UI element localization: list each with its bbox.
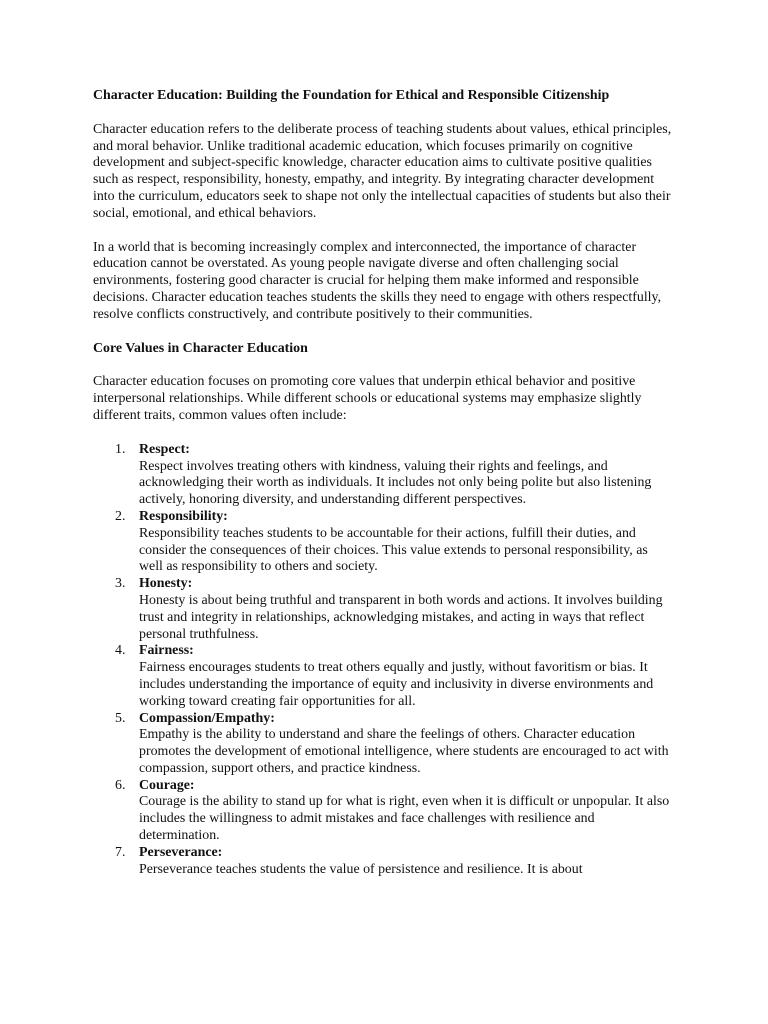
list-item-number: 2.	[115, 508, 126, 524]
intro-paragraph: In a world that is becoming increasingly complex and interconnected, the importance of character education cannot be overstated. As young people navigate diverse and often challenging social environments, fostering good character is crucial for helping them make informed and responsible decisions. Character education teaches students the skills they need to engage with others respectfully, resolve conflicts constructively, and contribute positively to their communities.	[93, 239, 662, 322]
list-item-description: Courage is the ability to stand up for what is right, even when it is difficult or unpopular. It also includes the willingness to admit mistakes and face challenges with resilience and determination.	[139, 794, 670, 844]
list-item-description: Respect involves treating others with kindness, valuing their rights and feelings, and acknowledging their worth as individuals. It includes not only being polite but also listening actively, honoring diversity, and understanding different perspectives.	[139, 458, 652, 508]
list-item-description: Perseverance teaches students the value of persistence and resilience. It is about	[139, 861, 583, 877]
list-item	[93, 643, 673, 710]
list-item-number: 7.	[115, 844, 126, 860]
document-page	[93, 88, 673, 878]
list-item-number: 1.	[115, 441, 126, 457]
list-item-title: Perseverance:	[139, 844, 223, 860]
core-values-list	[93, 442, 673, 879]
intro-paragraph: Character education refers to the deliberate process of teaching students about values, ethical principles, and moral behavior. Unlike traditional academic education, which focuses primarily on cognitive development and subject-specific knowledge, character education aims to cultivate positive qualities such as respect, responsibility, honesty, empathy, and integrity. By integrating character development into the curriculum, educators seek to shape not only the intellectual capacities of students but also their social, emotional, and ethical behaviors.	[93, 121, 672, 221]
list-item	[93, 845, 673, 879]
section-heading: Core Values in Character Education	[93, 340, 308, 356]
list-item	[93, 778, 673, 845]
list-item-number: 4.	[115, 643, 126, 659]
list-item	[93, 442, 673, 509]
list-item-description: Responsibility teaches students to be accountable for their actions, fulfill their duties, and consider the consequences of their choices. This value extends to personal responsibility, as well as responsibility to others and society.	[139, 525, 648, 575]
list-item-description: Fairness encourages students to treat others equally and justly, without favoritism or bias. It includes understanding the importance of equity and inclusivity in diverse environments and working toward creating fair opportunities for all.	[139, 660, 654, 709]
list-item-title: Courage:	[139, 777, 195, 793]
list-item-number: 5.	[115, 710, 126, 726]
list-item	[93, 576, 673, 643]
list-item-title: Fairness:	[139, 643, 194, 659]
list-item-description: Honesty is about being truthful and transparent in both words and actions. It involves building trust and integrity in relationships, acknowledging mistakes, and acting in ways that reflect personal truthfulness.	[139, 592, 663, 642]
document-title: Character Education: Building the Foundation for Ethical and Responsible Citizenship	[93, 88, 610, 103]
list-item-title: Honesty:	[139, 576, 193, 592]
list-item-title: Compassion/Empathy:	[139, 710, 275, 726]
list-item	[93, 711, 673, 778]
list-item-title: Responsibility:	[139, 508, 228, 524]
list-item-number: 3.	[115, 576, 126, 592]
list-item	[93, 509, 673, 576]
list-item-number: 6.	[115, 777, 126, 793]
section-intro-paragraph: Character education focuses on promoting core values that underpin ethical behavior and positive interpersonal relationships. While different schools or educational systems may emphasize slightly different traits, common values often include:	[93, 374, 642, 423]
list-item-description: Empathy is the ability to understand and share the feelings of others. Character education promotes the development of emotional intelligence, where students are encouraged to act with compassion, support others, and practice kindness.	[139, 727, 669, 776]
list-item-title: Respect:	[139, 441, 190, 457]
